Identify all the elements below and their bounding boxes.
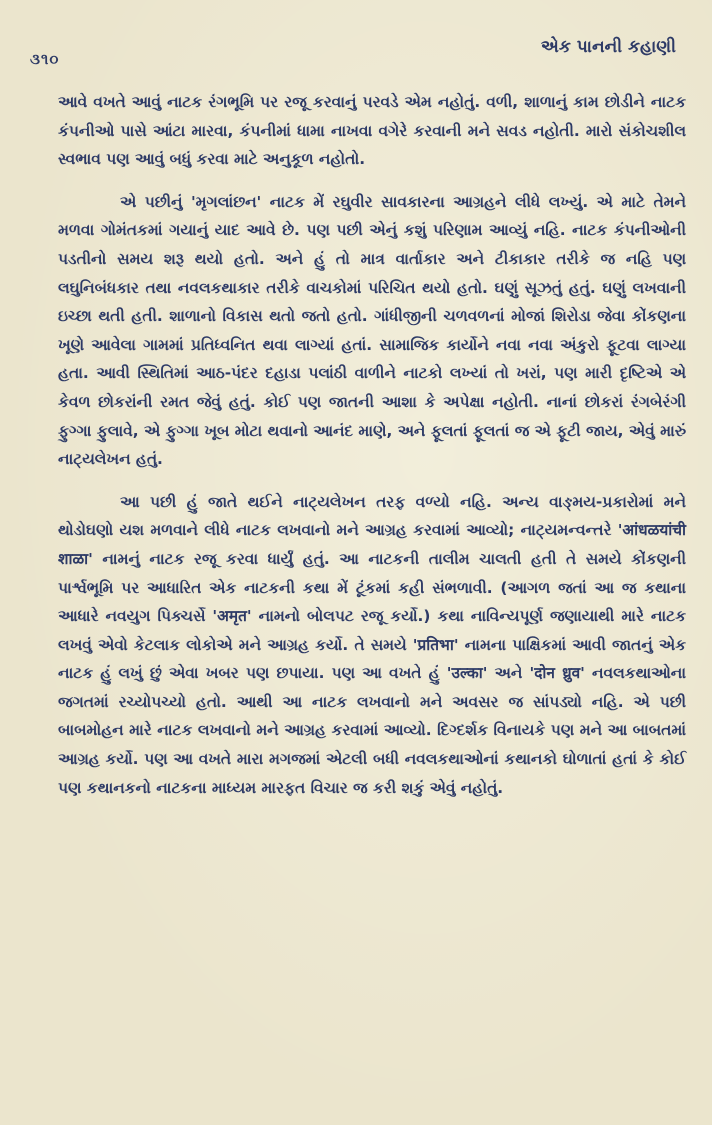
paragraph-3: આ પછી હું જાતે થઈને નાટ્યલેખન તરફ વળ્યો નહિ. અન્ય વાઙ્મય-પ્રકારોમાં મને થોડોઘણો યશ મળવાને લીધે નાટક લખવાનો મને આગ્રહ કરવામાં આવ્યો; નાટ્યમન્વન્તરે 'आंधळयांची शाळा' નામનું નાટક રજૂ કરવા ધાર્યું હતું. આ નાટકની તાલીમ ચાલતી હતી તે સમયે કોંકણની પાર્શ્વભૂમિ પર આધારિત એક નાટકની કથા મેં ટૂંકમાં કહી સંભળાવી. (આગળ જતાં આ જ કથાના આધારે નવયુગ પિક્ચર્સે 'अमृत' નામનો બોલપટ રજૂ કર્યો.) કથા નાવિન્યપૂર્ણ જણાયાથી મારે નાટક લખવું એવો કેટલાક લોકોએ મને આગ્રહ કર્યો. તે સમયે 'प्रतिभा' નામના પાક્ષિકમાં આવી જાતનું એક નાટક હું લખું છું એવા ખબર પણ છપાયા. પણ આ વખતે હું 'उल्का' અને 'दोन ध्रुव' નવલકથાઓના જગતમાં રચ્યોપચ્યો હતો. આથી આ નાટક લખવાનો મને અવસર જ સાંપડ્યો નહિ. એ પછી બાબમોહન મારે નાટક લખવાનો મને આગ્રહ કરવામાં આવ્યો. દિગ્દર્શક વિનાયકે પણ મને આ બાબતમાં આગ્રહ કર્યો. પણ આ વખતે મારા મગજમાં એટલી બધી નવલકથાઓનાં કથાનકો ઘોળાતાં હતાં કે કોઈ પણ કથાનકનો નાટકના માધ્યમ મારફત વિચાર જ કરી શકું એવું નહોતું. xyxy=(58,492,686,797)
paragraph-2: એ પછીનું 'મૃગલાંછન' નાટક મેં રઘુવીર સાવકારના આગ્રહને લીધે લખ્યું. એ માટે તેમને મળવા ગોમંતકમાં ગયાનું યાદ આવે છે. પણ પછી એનું કશું પરિણામ આવ્યું નહિ. નાટક કંપનીઓની પડતીનો સમય શરૂ થયો હતો. અને હું તો માત્ર વાર્તાકાર અને ટીકાકાર તરીકે જ નહિ પણ લઘુનિબંધકાર તથા નવલકથાકાર તરીકે વાચકોમાં પરિચિત થયો હતો. ઘણું સૂઝતું હતું. ઘણું લખવાની ઇચ્છા થતી હતી. શાળાનો વિકાસ થતો જતો હતો. ગાંધીજીની ચળવળનાં મોજાં શિરોડા જેવા કોંકણના ખૂણે આવેલા ગામમાં પ્રતિધ્વનિત થવા લાગ્યાં હતાં. સામાજિક કાર્યોને નવા નવા અંકુરો ફૂટવા લાગ્યા હતા. આવી સ્થિતિમાં આઠ-પંદર દહાડા પલાંઠી વાળીને નાટકો લખ્યાં તો ખરાં, પણ મારી દૃષ્ટિએ એ કેવળ છોકરાંની રમત જેવું હતું. કોઈ પણ જાતની આશા કે અપેક્ષા નહોતી. નાનાં છોકરાં રંગબેરંગી ફુગ્ગા ફુલાવે, એ ફુગ્ગા ખૂબ મોટા થવાનો આનંદ માણે, અને ફૂલતાં ફૂલતાં જ એ ફૂટી જાય, એવું મારું નાટ્યલેખન હતું. xyxy=(58,192,686,469)
paragraph-1: આવે વખતે આવું નાટક રંગભૂમિ પર રજૂ કરવાનું પરવડે એમ નહોતું. વળી, શાળાનું કામ છોડીને નાટક કંપનીઓ પાસે આંટા મારવા, કંપનીમાં ધામા નાખવા વગેરે કરવાની મને સવડ નહોતી. મારો સંકોચશીલ સ્વભાવ પણ આવું બધું કરવા માટે અનુકૂળ નહોતો. xyxy=(58,93,686,169)
body-text xyxy=(58,88,686,802)
running-title: એક પાનની કહાણી xyxy=(540,37,676,57)
page-number: ૩૧૦ xyxy=(30,50,60,68)
